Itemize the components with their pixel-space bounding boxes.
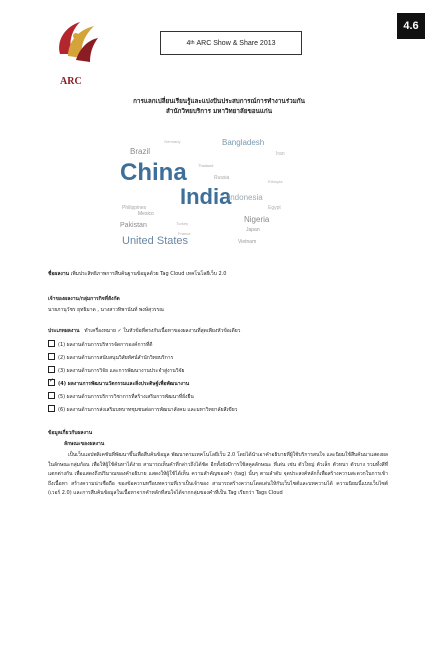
type-instruction: ทำเครื่องหมาย ✓ ในหัวข้อที่ตรงกับเนื้อหาของผลงานที่สุดเพียงหัวข้อเดียว xyxy=(84,328,241,334)
cloud-word: Japan xyxy=(246,227,260,233)
type-option[interactable] xyxy=(48,353,173,362)
logo-text: ARC xyxy=(60,76,82,87)
type-line xyxy=(48,328,240,335)
arc-logo xyxy=(50,14,102,76)
description-paragraph: เป็นเว็บแอปพลิเคชันที่พัฒนาขึ้นเพื่อสืบค้นข้อมูล พัฒนาตามเทคโนโลยีเว็บ 2.0 โดยได้นำเอาคำอธิบายที่ผู้ใช้บริการสนใจ และนิยมใช้สืบค้นมาแสดงผลในลักษณะกลุ่มก้อน เพื่อให้ผู้ใช้ค้นหาได้ง่าย สามารถเห็นคำที่กล่าวถึงได้ชัด อีกทั้งยังมีการใช้สคูลลักษณะ ที่เด่น เช่น ตัวใหญ่ ตัวเล็ก ตัวหนา ตัวบาง รวมทั้งสีที่แตกต่างกัน เพื่อแสดงถึงปริมาณของคำอธิบาย แสดงให้ผู้ใช้ได้เห็น ความสำคัญของคำ (tag) นั้นๆ ตามลำดับ จุดประสงค์หลักก็เพื่อสร้างความสะดวกในการเข้าถึงเนื้อหา สร้างความน่าเชื่อถือ ของข้อความหรือบทความที่เราเป็นเจ้าของ สามารถสร้างความโดดเด่นให้กับเว็บไซต์และบทความได้ ความนิยมนี้แบบเว็บไซต์ (เวอร์ 2.0) และการสืบค้นข้อมูลในเนื้อหาจากคำหลักที่สนใจได้จากกลุ่มของคำที่เป็น Tag เรียกว่า Tags Cloud xyxy=(48,452,388,497)
event-suffix: th xyxy=(190,40,195,46)
cloud-word: China xyxy=(120,159,187,186)
work-name-line xyxy=(48,271,226,278)
cloud-word: Bangladesh xyxy=(222,138,265,147)
cloud-word: India xyxy=(180,184,232,209)
type-option[interactable] xyxy=(48,392,194,401)
type-option-label: (6) ผลงานด้านการส่งเสริมบทบาทชุมชนต่อการพัฒนาสังคม และมหาวิทยาลัยสีเขียว xyxy=(58,407,238,413)
checkbox[interactable] xyxy=(48,340,55,347)
type-option[interactable] xyxy=(48,340,153,349)
cloud-word: Egypt xyxy=(268,205,281,211)
checkbox[interactable] xyxy=(48,366,55,373)
cloud-word: Russia xyxy=(214,175,230,181)
cloud-word: Iran xyxy=(276,151,285,157)
work-name-label: ชื่อผลงาน xyxy=(48,271,70,277)
type-option[interactable] xyxy=(48,379,189,388)
owner-heading: เจ้าของผลงาน/กลุ่มการกิจที่สังกัด xyxy=(48,296,120,302)
cloud-word: Turkey xyxy=(176,221,189,226)
checkbox-checked[interactable] xyxy=(48,379,55,386)
type-option-label: (1) ผลงานด้านการบริหารจัดการองค์การที่ดี xyxy=(58,342,153,348)
checkbox[interactable] xyxy=(48,405,55,412)
document-title: การแลกเปลี่ยนเรียนรู้และแบ่งปันประสบการณ์การทำงานร่วมกัน xyxy=(133,98,305,105)
type-option-label: (4) ผลงานการพัฒนานวัตกรรมและสิ่งประดิษฐ์เพื่อพัฒนางาน xyxy=(58,381,190,387)
owner-value: นายภานุวัชร ยุทธิมาด , นางสาวทิพานันท์ พงษ์สุวรรณ xyxy=(48,307,164,313)
checkbox[interactable] xyxy=(48,392,55,399)
cloud-word: Nigeria xyxy=(244,215,270,224)
cloud-word: Germany xyxy=(164,139,181,144)
cloud-word: Indonesia xyxy=(228,193,263,202)
cloud-word: Ethiopia xyxy=(268,179,283,184)
characteristics-heading: ลักษณะของผลงาน xyxy=(64,441,105,447)
event-ordinal: 4 xyxy=(186,39,191,47)
event-name: ARC Show & Share 2013 xyxy=(196,39,276,47)
type-option-label: (3) ผลงานด้านการวิจัย และการพัฒนางานประจำสู่งานวิจัย xyxy=(58,368,185,374)
cloud-word: Pakistan xyxy=(120,222,147,229)
type-label: ประเภทผลงาน xyxy=(48,328,80,334)
type-option-label: (5) ผลงานด้านการบริการวิชาการที่สร้างเสริมการพัฒนาที่ยั่งยืน xyxy=(58,394,194,400)
cloud-word: Mexico xyxy=(138,211,154,217)
cloud-word: United States xyxy=(122,235,189,247)
type-option[interactable] xyxy=(48,405,237,414)
type-option-label: (2) ผลงานด้านการสนับสนุนวิสัยทัศน์สำนักวิทยบริการ xyxy=(58,355,174,361)
page-number: 4.6 xyxy=(397,13,425,39)
word-cloud-image xyxy=(118,136,300,256)
checkbox[interactable] xyxy=(48,353,55,360)
cloud-word: Vietnam xyxy=(238,239,257,245)
cloud-word: France xyxy=(178,231,191,236)
work-name-value: เพิ่มประสิทธิภาพการสืบค้นฐานข้อมูลด้วย Tag Cloud เทคโนโลยีเว็บ 2.0 xyxy=(70,271,227,277)
cloud-word: Thailand xyxy=(198,163,214,168)
event-title-box xyxy=(160,31,302,55)
info-heading: ข้อมูลเกี่ยวกับผลงาน xyxy=(48,430,93,436)
type-option[interactable] xyxy=(48,366,184,375)
cloud-word: Philippines xyxy=(122,205,147,211)
document-subtitle: สำนักวิทยบริการ มหาวิทยาลัยขอนแก่น xyxy=(165,108,273,115)
cloud-word: Brazil xyxy=(130,147,151,156)
